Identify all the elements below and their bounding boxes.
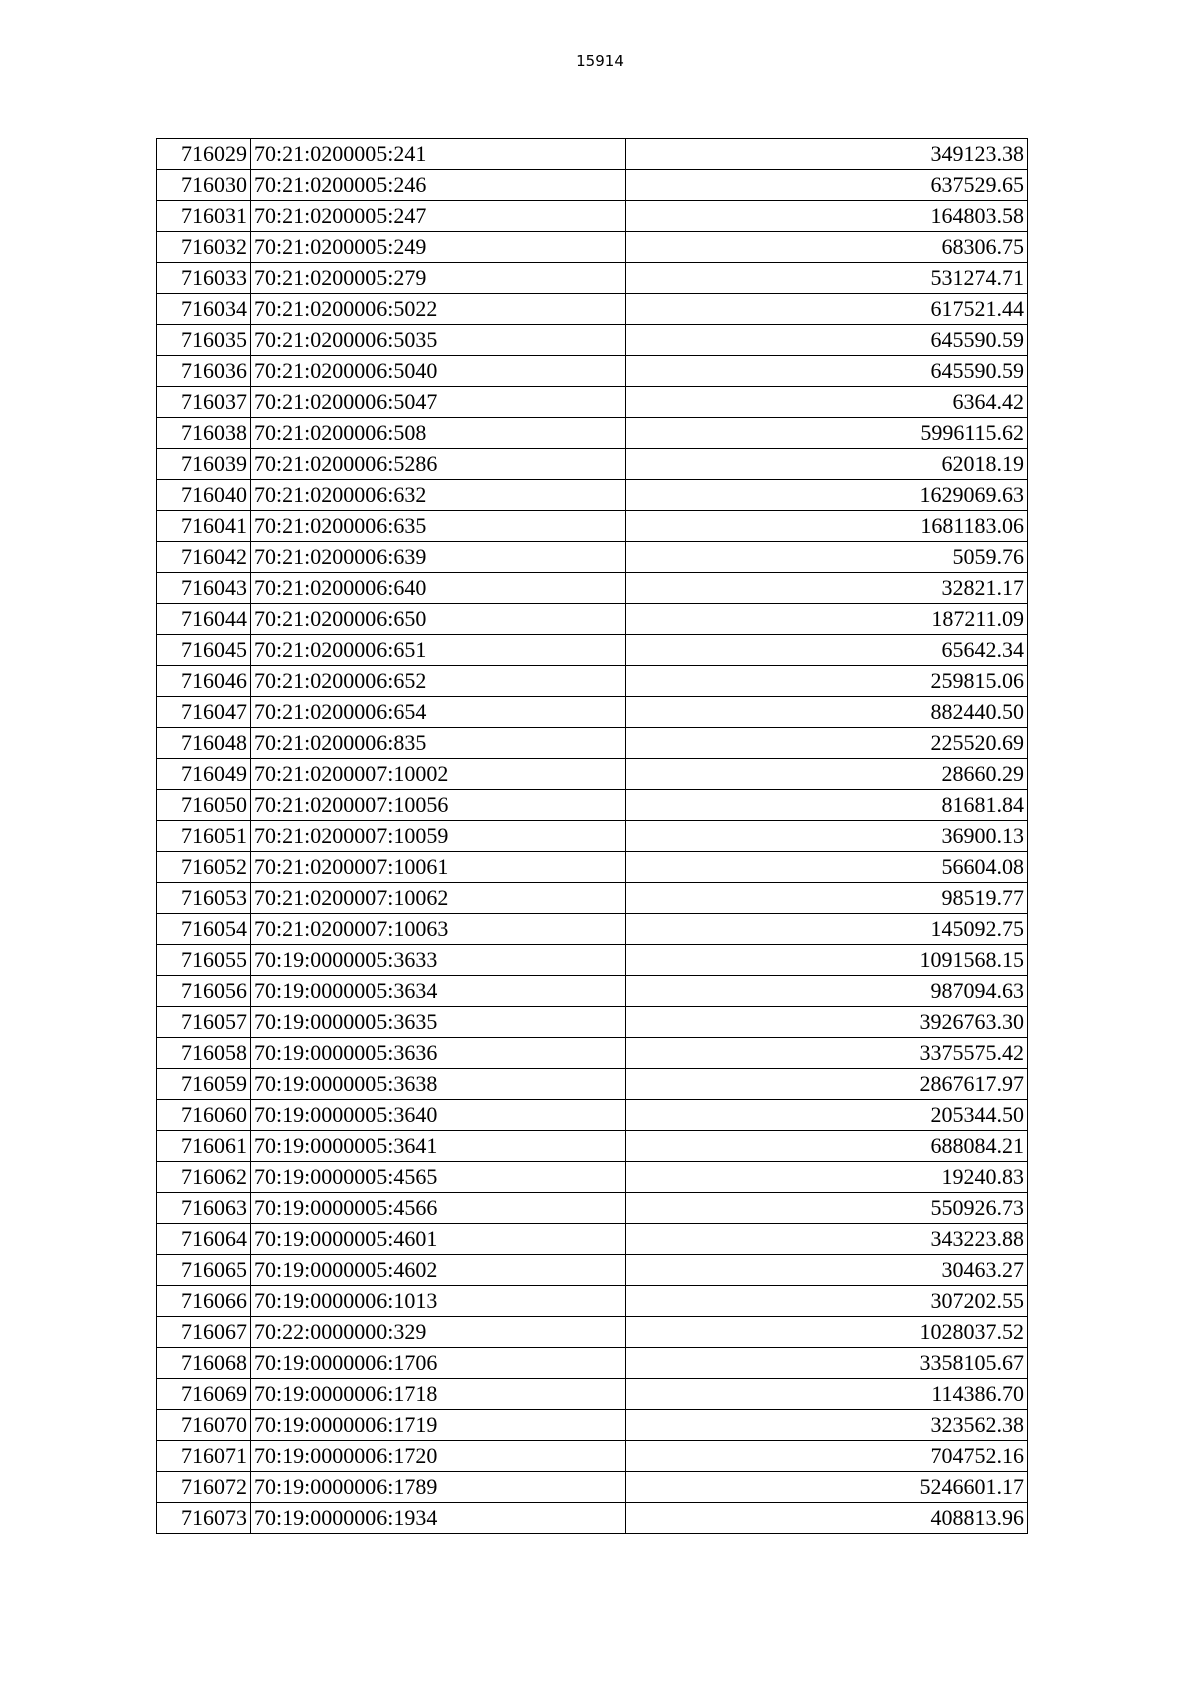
- table-row: [157, 387, 1028, 418]
- row-id-cell: 716063: [157, 1193, 251, 1224]
- value-cell: 1681183.06: [626, 511, 1028, 542]
- cadastral-number-cell: 70:19:0000005:3638: [251, 1069, 626, 1100]
- table-row: [157, 914, 1028, 945]
- table-row: [157, 666, 1028, 697]
- value-cell: 3926763.30: [626, 1007, 1028, 1038]
- cadastral-number-cell: 70:21:0200006:639: [251, 542, 626, 573]
- row-id-cell: 716029: [157, 139, 251, 170]
- value-cell: 617521.44: [626, 294, 1028, 325]
- row-id-cell: 716070: [157, 1410, 251, 1441]
- row-id-cell: 716031: [157, 201, 251, 232]
- table-row: [157, 1348, 1028, 1379]
- table-row: [157, 1317, 1028, 1348]
- table-row: [157, 1224, 1028, 1255]
- value-cell: 5246601.17: [626, 1472, 1028, 1503]
- value-cell: 349123.38: [626, 139, 1028, 170]
- row-id-cell: 716043: [157, 573, 251, 604]
- table-row: [157, 821, 1028, 852]
- data-table: [156, 138, 1028, 1534]
- row-id-cell: 716052: [157, 852, 251, 883]
- cadastral-number-cell: 70:19:0000005:4601: [251, 1224, 626, 1255]
- table-row: [157, 480, 1028, 511]
- value-cell: 19240.83: [626, 1162, 1028, 1193]
- row-id-cell: 716059: [157, 1069, 251, 1100]
- cadastral-number-cell: 70:22:0000000:329: [251, 1317, 626, 1348]
- cadastral-number-cell: 70:21:0200006:5047: [251, 387, 626, 418]
- value-cell: 28660.29: [626, 759, 1028, 790]
- table-row: [157, 1162, 1028, 1193]
- table-row: [157, 201, 1028, 232]
- row-id-cell: 716071: [157, 1441, 251, 1472]
- row-id-cell: 716032: [157, 232, 251, 263]
- cadastral-number-cell: 70:19:0000006:1934: [251, 1503, 626, 1534]
- value-cell: 1028037.52: [626, 1317, 1028, 1348]
- table-row: [157, 1286, 1028, 1317]
- row-id-cell: 716062: [157, 1162, 251, 1193]
- table-row: [157, 139, 1028, 170]
- cadastral-number-cell: 70:21:0200007:10062: [251, 883, 626, 914]
- value-cell: 5059.76: [626, 542, 1028, 573]
- row-id-cell: 716064: [157, 1224, 251, 1255]
- table-row: [157, 790, 1028, 821]
- cadastral-number-cell: 70:19:0000005:4565: [251, 1162, 626, 1193]
- value-cell: 36900.13: [626, 821, 1028, 852]
- cadastral-number-cell: 70:19:0000005:3641: [251, 1131, 626, 1162]
- row-id-cell: 716037: [157, 387, 251, 418]
- cadastral-number-cell: 70:19:0000006:1720: [251, 1441, 626, 1472]
- table-row: [157, 356, 1028, 387]
- row-id-cell: 716068: [157, 1348, 251, 1379]
- cadastral-number-cell: 70:19:0000005:4566: [251, 1193, 626, 1224]
- cadastral-number-cell: 70:21:0200005:249: [251, 232, 626, 263]
- row-id-cell: 716041: [157, 511, 251, 542]
- row-id-cell: 716072: [157, 1472, 251, 1503]
- table-row: [157, 232, 1028, 263]
- value-cell: 2867617.97: [626, 1069, 1028, 1100]
- cadastral-number-cell: 70:19:0000005:3640: [251, 1100, 626, 1131]
- row-id-cell: 716051: [157, 821, 251, 852]
- value-cell: 65642.34: [626, 635, 1028, 666]
- table-row: [157, 976, 1028, 1007]
- value-cell: 323562.38: [626, 1410, 1028, 1441]
- table-row: [157, 635, 1028, 666]
- value-cell: 205344.50: [626, 1100, 1028, 1131]
- cadastral-number-cell: 70:19:0000006:1718: [251, 1379, 626, 1410]
- cadastral-number-cell: 70:21:0200007:10061: [251, 852, 626, 883]
- cadastral-number-cell: 70:19:0000005:3635: [251, 1007, 626, 1038]
- row-id-cell: 716055: [157, 945, 251, 976]
- value-cell: 343223.88: [626, 1224, 1028, 1255]
- cadastral-number-cell: 70:21:0200006:654: [251, 697, 626, 728]
- value-cell: 882440.50: [626, 697, 1028, 728]
- row-id-cell: 716057: [157, 1007, 251, 1038]
- row-id-cell: 716045: [157, 635, 251, 666]
- value-cell: 145092.75: [626, 914, 1028, 945]
- cadastral-number-cell: 70:21:0200006:640: [251, 573, 626, 604]
- cadastral-number-cell: 70:21:0200006:5040: [251, 356, 626, 387]
- value-cell: 1091568.15: [626, 945, 1028, 976]
- table-body: [157, 139, 1028, 1534]
- table-row: [157, 1100, 1028, 1131]
- value-cell: 408813.96: [626, 1503, 1028, 1534]
- row-id-cell: 716035: [157, 325, 251, 356]
- value-cell: 259815.06: [626, 666, 1028, 697]
- value-cell: 6364.42: [626, 387, 1028, 418]
- table-row: [157, 1441, 1028, 1472]
- row-id-cell: 716066: [157, 1286, 251, 1317]
- row-id-cell: 716040: [157, 480, 251, 511]
- cadastral-number-cell: 70:19:0000006:1706: [251, 1348, 626, 1379]
- row-id-cell: 716034: [157, 294, 251, 325]
- cadastral-number-cell: 70:21:0200007:10063: [251, 914, 626, 945]
- row-id-cell: 716060: [157, 1100, 251, 1131]
- row-id-cell: 716073: [157, 1503, 251, 1534]
- row-id-cell: 716047: [157, 697, 251, 728]
- cadastral-number-cell: 70:19:0000006:1013: [251, 1286, 626, 1317]
- table-row: [157, 759, 1028, 790]
- cadastral-number-cell: 70:21:0200007:10059: [251, 821, 626, 852]
- cadastral-number-cell: 70:21:0200006:508: [251, 418, 626, 449]
- value-cell: 30463.27: [626, 1255, 1028, 1286]
- value-cell: 688084.21: [626, 1131, 1028, 1162]
- table-row: [157, 263, 1028, 294]
- row-id-cell: 716033: [157, 263, 251, 294]
- value-cell: 3358105.67: [626, 1348, 1028, 1379]
- cadastral-number-cell: 70:19:0000006:1719: [251, 1410, 626, 1441]
- value-cell: 704752.16: [626, 1441, 1028, 1472]
- row-id-cell: 716053: [157, 883, 251, 914]
- cadastral-number-cell: 70:19:0000005:3633: [251, 945, 626, 976]
- row-id-cell: 716046: [157, 666, 251, 697]
- value-cell: 645590.59: [626, 356, 1028, 387]
- table-row: [157, 1007, 1028, 1038]
- table-row: [157, 1069, 1028, 1100]
- value-cell: 98519.77: [626, 883, 1028, 914]
- table-row: [157, 1131, 1028, 1162]
- table-row: [157, 728, 1028, 759]
- value-cell: 550926.73: [626, 1193, 1028, 1224]
- table-row: [157, 418, 1028, 449]
- cadastral-number-cell: 70:21:0200006:835: [251, 728, 626, 759]
- value-cell: 987094.63: [626, 976, 1028, 1007]
- row-id-cell: 716044: [157, 604, 251, 635]
- value-cell: 32821.17: [626, 573, 1028, 604]
- table-row: [157, 1410, 1028, 1441]
- row-id-cell: 716038: [157, 418, 251, 449]
- value-cell: 62018.19: [626, 449, 1028, 480]
- cadastral-number-cell: 70:21:0200006:632: [251, 480, 626, 511]
- cadastral-number-cell: 70:21:0200006:650: [251, 604, 626, 635]
- cadastral-number-cell: 70:21:0200005:241: [251, 139, 626, 170]
- row-id-cell: 716069: [157, 1379, 251, 1410]
- row-id-cell: 716058: [157, 1038, 251, 1069]
- value-cell: 114386.70: [626, 1379, 1028, 1410]
- row-id-cell: 716050: [157, 790, 251, 821]
- value-cell: 307202.55: [626, 1286, 1028, 1317]
- table-row: [157, 170, 1028, 201]
- cadastral-number-cell: 70:21:0200006:652: [251, 666, 626, 697]
- value-cell: 645590.59: [626, 325, 1028, 356]
- row-id-cell: 716030: [157, 170, 251, 201]
- table-row: [157, 1193, 1028, 1224]
- row-id-cell: 716065: [157, 1255, 251, 1286]
- cadastral-number-cell: 70:21:0200005:279: [251, 263, 626, 294]
- value-cell: 637529.65: [626, 170, 1028, 201]
- cadastral-number-cell: 70:19:0000006:1789: [251, 1472, 626, 1503]
- value-cell: 225520.69: [626, 728, 1028, 759]
- row-id-cell: 716054: [157, 914, 251, 945]
- cadastral-number-cell: 70:21:0200006:5286: [251, 449, 626, 480]
- value-cell: 5996115.62: [626, 418, 1028, 449]
- table-row: [157, 1038, 1028, 1069]
- row-id-cell: 716061: [157, 1131, 251, 1162]
- table-row: [157, 1472, 1028, 1503]
- table-row: [157, 945, 1028, 976]
- row-id-cell: 716056: [157, 976, 251, 1007]
- row-id-cell: 716049: [157, 759, 251, 790]
- table-row: [157, 511, 1028, 542]
- table-row: [157, 697, 1028, 728]
- cadastral-number-cell: 70:21:0200006:5022: [251, 294, 626, 325]
- value-cell: 164803.58: [626, 201, 1028, 232]
- value-cell: 81681.84: [626, 790, 1028, 821]
- table-row: [157, 325, 1028, 356]
- table-row: [157, 542, 1028, 573]
- cadastral-number-cell: 70:21:0200006:651: [251, 635, 626, 666]
- cadastral-number-cell: 70:21:0200007:10002: [251, 759, 626, 790]
- row-id-cell: 716067: [157, 1317, 251, 1348]
- cadastral-number-cell: 70:21:0200005:246: [251, 170, 626, 201]
- value-cell: 531274.71: [626, 263, 1028, 294]
- cadastral-number-cell: 70:21:0200006:635: [251, 511, 626, 542]
- table-row: [157, 604, 1028, 635]
- cadastral-number-cell: 70:21:0200006:5035: [251, 325, 626, 356]
- value-cell: 1629069.63: [626, 480, 1028, 511]
- value-cell: 187211.09: [626, 604, 1028, 635]
- row-id-cell: 716048: [157, 728, 251, 759]
- value-cell: 3375575.42: [626, 1038, 1028, 1069]
- table-row: [157, 1255, 1028, 1286]
- cadastral-number-cell: 70:19:0000005:3634: [251, 976, 626, 1007]
- row-id-cell: 716042: [157, 542, 251, 573]
- cadastral-number-cell: 70:19:0000005:4602: [251, 1255, 626, 1286]
- value-cell: 68306.75: [626, 232, 1028, 263]
- table-row: [157, 883, 1028, 914]
- cadastral-number-cell: 70:19:0000005:3636: [251, 1038, 626, 1069]
- table-row: [157, 449, 1028, 480]
- table-row: [157, 573, 1028, 604]
- value-cell: 56604.08: [626, 852, 1028, 883]
- page-number: 15914: [576, 52, 624, 70]
- row-id-cell: 716036: [157, 356, 251, 387]
- cadastral-number-cell: 70:21:0200007:10056: [251, 790, 626, 821]
- table-row: [157, 294, 1028, 325]
- table-row: [157, 1503, 1028, 1534]
- table-row: [157, 1379, 1028, 1410]
- row-id-cell: 716039: [157, 449, 251, 480]
- cadastral-number-cell: 70:21:0200005:247: [251, 201, 626, 232]
- table-row: [157, 852, 1028, 883]
